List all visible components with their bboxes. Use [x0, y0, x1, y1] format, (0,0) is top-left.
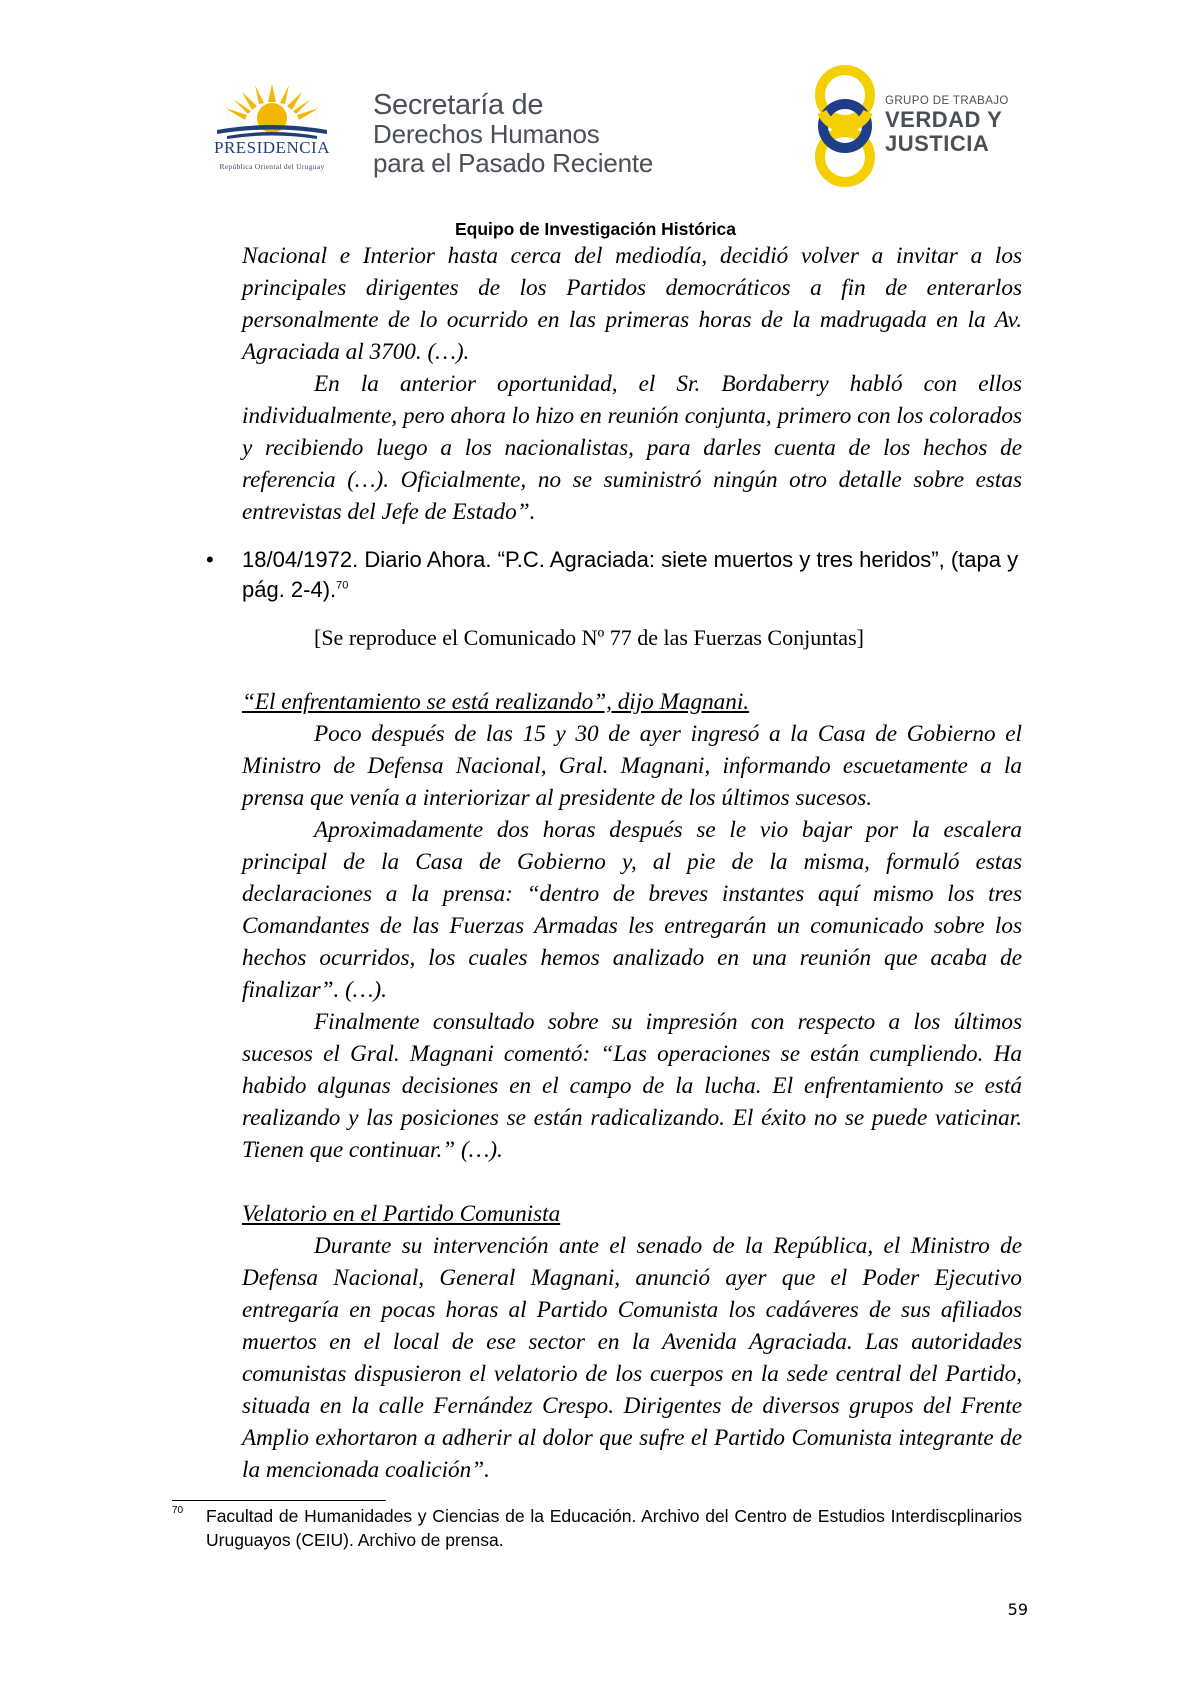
grupo-trabajo-title [885, 94, 1009, 156]
section1-paragraph-2: Aproximadamente dos horas después se le vio bajar por la escalera principal de la Casa de Gobierno y, al pie de la misma, formuló estas declaraciones a la prensa: “dentro de breves instantes aquí mismo los tres Comandantes de las Fuerzas Armadas les entregarán un comunicado sobre los hechos ocurridos, los cuales hemos analizado en una reunión que acaba de finalizar”. (…). [242, 817, 1022, 1003]
section-title-velatorio: Velatorio en el Partido Comunista [242, 1201, 561, 1227]
footnote [172, 1504, 1022, 1552]
page-header [0, 0, 1191, 200]
verdad-justicia-rings-icon [810, 64, 880, 188]
spacer [242, 1166, 1022, 1198]
footnote-number: 70 [172, 1505, 184, 1516]
bullet-entry [206, 545, 1032, 605]
section2-paragraph-1: Durante su intervención ante el senado de la República, el Ministro de Defensa Nacional, General Magnani, anunció ayer que el Poder Ejecutivo entregaría en pocas horas al Partido Comunista los cadáveres de sus afiliados muertos en el local de ese sector en la Avenida Agraciada. Las autoridades comunistas dispusieron el velatorio de los cuerpos en la sede central del Partido, situada en la calle Fernández Crespo. Dirigentes de diversos grupos del Frente Amplio exhortaron a adherir al dolor que sufre el Partido Comunista integrante de la mencionada coalición”. [242, 1233, 1022, 1483]
grupo-line1: GRUPO DE TRABAJO [885, 95, 1009, 107]
section-title-magnani: “El enfrentamiento se está realizando”, dijo Magnani. [242, 689, 750, 715]
section1-paragraph-1: Poco después de las 15 y 30 de ayer ingresó a la Casa de Gobierno el Ministro de Defensa Nacional, Gral. Magnani, informando escuetamente a la prensa que venía a interiorizar al presidente de los últimos sucesos. [242, 721, 1022, 811]
sun-emblem-icon [197, 82, 347, 142]
secretaria-line3: para el Pasado Reciente [373, 148, 654, 178]
secretaria-title [373, 90, 653, 178]
secretaria-line2: Derechos Humanos [373, 119, 600, 149]
grupo-line2: VERDAD Y [885, 107, 1003, 132]
republica-label: República Oriental del Uruguay [219, 162, 325, 171]
quote-continuation [242, 240, 1022, 528]
paragraph-2: En la anterior oportunidad, el Sr. Bordaberry habló con ellos individualmente, pero ahora lo hizo en reunión conjunta, primero con los colorados y recibiendo luego a los nacionalistas, para darles cuenta de los hechos de referencia (…). Oficialmente, no se suministró ningún otro detalle sobre estas entrevistas del Jefe de Estado”. [242, 371, 1022, 525]
secretaria-line1: Secretaría de [373, 89, 544, 121]
section1-paragraph-3: Finalmente consultado sobre su impresión con respecto a los últimos sucesos el Gral. Magnani comentó: “Las operaciones se están cumpliendo. Ha habido algunas decisiones en el campo de la lucha. El enfrentamiento se está realizando y las posiciones se están radicalizando. El éxito no se puede vaticinar. Tienen que continuar.” (…). [242, 1009, 1022, 1163]
footnote-separator [172, 1500, 386, 1501]
grupo-line3: JUSTICIA [885, 131, 990, 156]
footnote-text: Facultad de Humanidades y Ciencias de la Educación. Archivo del Centro de Estudios Interdiscplinarios Uruguayos (CEIU). Archivo de prensa. [206, 1506, 1022, 1550]
presidencia-name: PRESIDENCIA [213, 138, 330, 157]
page-number: 59 [1007, 1600, 1028, 1619]
footnote-reference: 70 [336, 579, 349, 592]
paragraph-1: Nacional e Interior hasta cerca del mediodía, decidió volver a invitar a los principales dirigentes de los Partidos democráticos a fin de enterarlos personalmente de lo ocurrido en las primeras horas de la madrugada en la Av. Agraciada al 3700. (…). [242, 243, 1022, 365]
bullet-symbol: • [206, 547, 214, 572]
bullet-text: 18/04/1972. Diario Ahora. “P.C. Agraciada: siete muertos y tres heridos”, (tapa y pág. 2-4). [242, 547, 1019, 602]
presidencia-logo [197, 82, 347, 182]
editorial-note: [Se reproduce el Comunicado Nº 77 de las Fuerzas Conjuntas] [314, 625, 864, 650]
article-body [242, 686, 1022, 1486]
equipo-heading: Equipo de Investigación Histórica [454, 219, 737, 239]
